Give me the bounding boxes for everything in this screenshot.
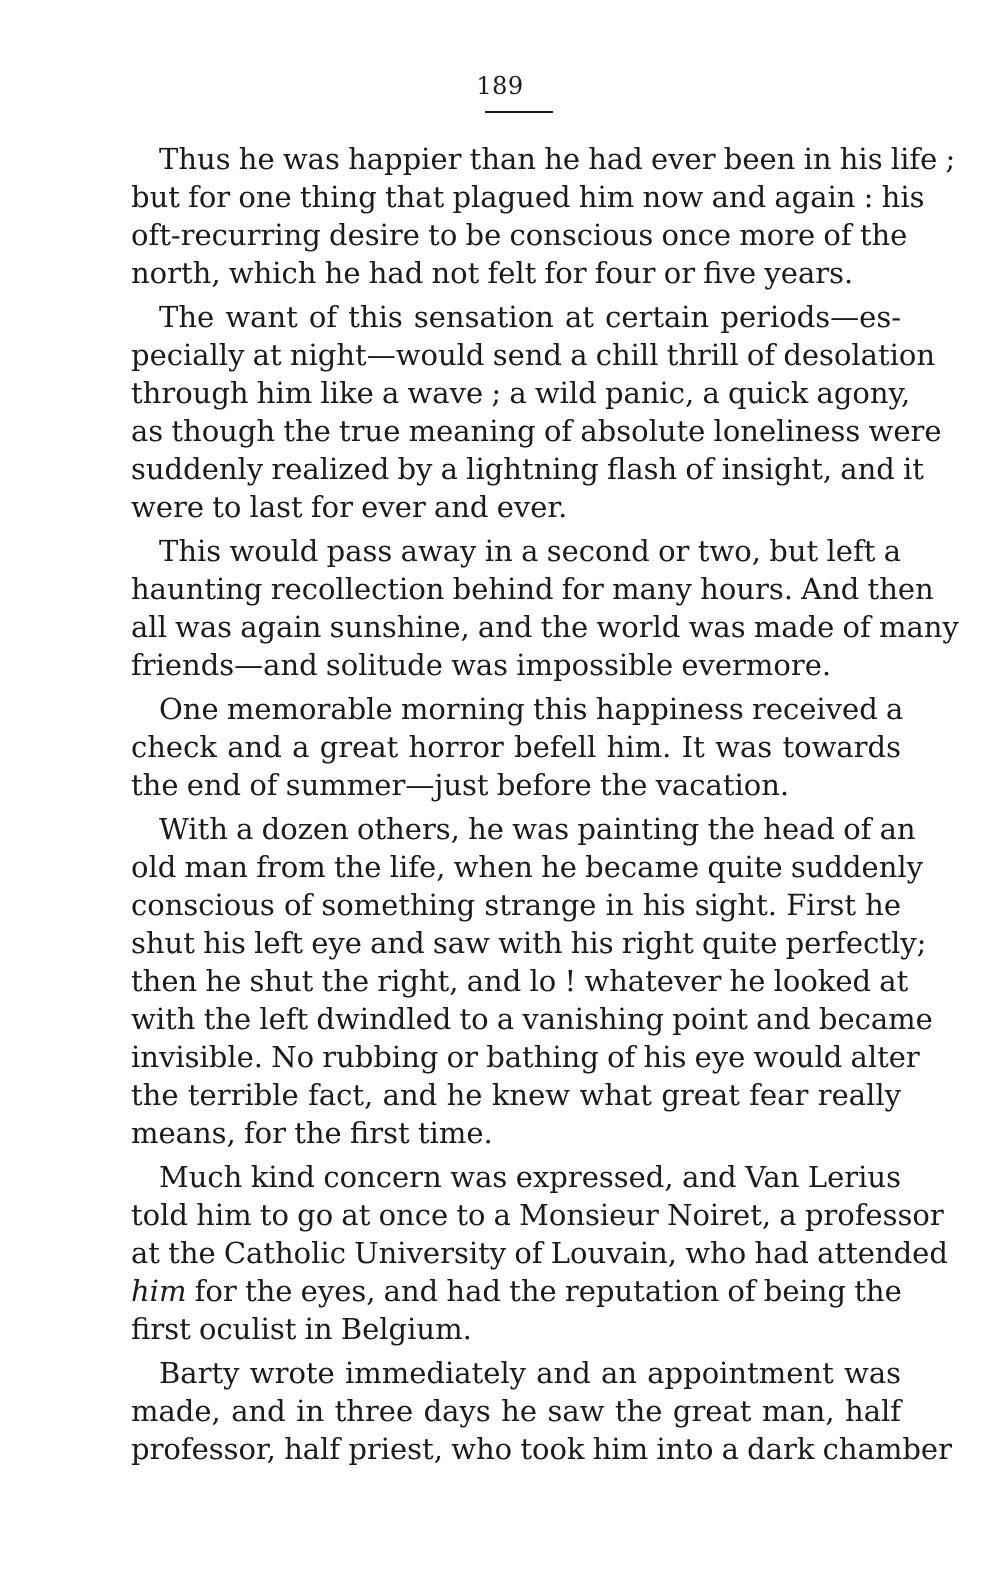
text-line: were to last for ever and ever.: [131, 490, 568, 524]
text-line: through him like a wave ; a wild panic, a quick agony,: [131, 376, 911, 410]
text-line: the terrible fact, and he knew what great fear really: [131, 1078, 901, 1112]
text-line: professor, half priest, who took him into a dark chamber: [131, 1432, 952, 1466]
text-line-with-italic: [131, 1272, 901, 1310]
paragraph-1: [131, 140, 956, 292]
text-line: With a dozen others, he was painting the head of an: [159, 812, 916, 846]
text-line: then he shut the right, and lo ! whatever he looked at: [131, 964, 909, 998]
text-line: with the left dwindled to a vanishing point and became: [131, 1002, 933, 1036]
page-number-rule: [485, 111, 553, 113]
page-number: 189: [476, 72, 524, 100]
text-line: all was again sunshine, and the world was made of many: [131, 610, 959, 644]
text-line: One memorable morning this happiness received a: [159, 692, 904, 726]
text-line: old man from the life, when he became quite suddenly: [131, 850, 924, 884]
text-line: shut his left eye and saw with his right quite perfectly;: [131, 926, 927, 960]
text-line: haunting recollection behind for many hours. And then: [131, 572, 934, 606]
text-line: north, which he had not felt for four or five years.: [131, 256, 854, 290]
text-line: Much kind concern was expressed, and Van Lerius: [159, 1160, 901, 1194]
text-line: told him to go at once to a Monsieur Noiret, a professor: [131, 1198, 944, 1232]
text-line: as though the true meaning of absolute loneliness were: [131, 414, 942, 448]
text-line: friends—and solitude was impossible evermore.: [131, 648, 832, 682]
text-fragment: for the eyes, and had the reputation of being the: [186, 1274, 902, 1308]
body-text: [131, 140, 959, 1474]
italic-word: him: [131, 1274, 187, 1308]
paragraph-2: [131, 298, 942, 526]
text-line: made, and in three days he saw the great man, half: [131, 1394, 901, 1428]
text-line: conscious of something strange in his sight. First he: [131, 888, 901, 922]
text-line: The want of this sensation at certain periods—es-: [159, 300, 901, 334]
text-line: check and a great horror befell him. It was towards: [131, 730, 901, 764]
text-line: Barty wrote immediately and an appointment was: [159, 1356, 901, 1390]
text-line: This would pass away in a second or two, but left a: [159, 534, 901, 568]
text-line: at the Catholic University of Louvain, who had attended: [131, 1236, 948, 1270]
paragraph-5: [131, 810, 933, 1152]
text-line: invisible. No rubbing or bathing of his eye would alter: [131, 1040, 920, 1074]
paragraph-7: [131, 1354, 952, 1468]
paragraph-6: [131, 1158, 948, 1348]
text-line: means, for the first time.: [131, 1116, 493, 1150]
paragraph-4: [131, 690, 904, 804]
text-line: oft-recurring desire to be conscious once more of the: [131, 218, 908, 252]
text-line: but for one thing that plagued him now and again : his: [131, 180, 925, 214]
text-line: pecially at night—would send a chill thrill of desolation: [131, 338, 936, 372]
text-line: suddenly realized by a lightning flash of insight, and it: [131, 452, 924, 486]
paragraph-3: [131, 532, 959, 684]
text-line: Thus he was happier than he had ever been in his life ;: [159, 142, 956, 176]
text-line: the end of summer—just before the vacation.: [131, 768, 790, 802]
text-line: first oculist in Belgium.: [131, 1312, 472, 1346]
